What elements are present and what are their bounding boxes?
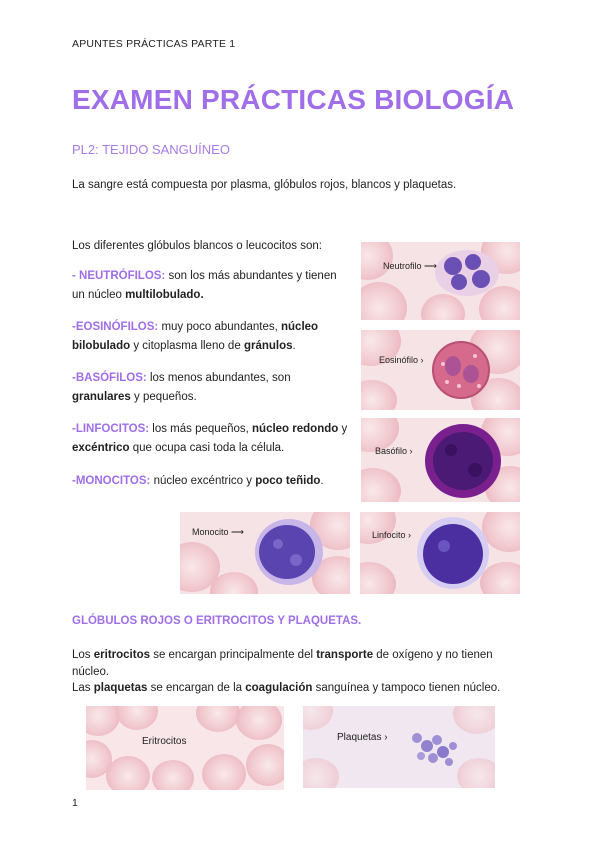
arrow-right-icon: › [420, 355, 424, 365]
neutrofilos-term: - NEUTRÓFILOS: [72, 270, 166, 282]
eosinofilos-bold-2: gránulos [243, 340, 293, 352]
linfocitos-text-1: los más pequeños, [149, 423, 253, 435]
linfocito-label [372, 530, 411, 540]
basofilos-text-2: y pequeños. [130, 391, 197, 403]
linfocitos-paragraph [72, 420, 372, 458]
monocitos-term: -MONOCITOS: [72, 475, 151, 487]
eritrocitos-micrograph [86, 706, 284, 790]
neutrofilos-paragraph [72, 267, 352, 305]
plaquetas-paragraph [72, 680, 532, 697]
monocitos-paragraph [72, 472, 362, 491]
basofilos-paragraph [72, 369, 322, 407]
section-heading-eritrocitos: GLÓBULOS ROJOS O ERITROCITOS Y PLAQUETAS. [72, 615, 362, 627]
monocitos-text-2: . [320, 475, 324, 487]
neutrofilos-text: son los más abundantes y tienen un núcleo [72, 270, 337, 301]
arrow-right-icon: ⟶ [424, 261, 437, 271]
plaq-bold-1: plaquetas [93, 682, 148, 694]
linfocitos-bold-1: núcleo redondo [252, 423, 339, 435]
section-subtitle: PL2: TEJIDO SANGUÍNEO [72, 142, 230, 157]
linfocitos-term: -LINFOCITOS: [72, 423, 150, 435]
neutrofilo-label-text: Neutrofilo [383, 261, 422, 271]
plaquetas-micrograph [303, 706, 495, 788]
neutrofilo-micrograph [361, 242, 520, 320]
linfocito-cell-image [414, 514, 492, 592]
basofilos-term: -BASÓFILOS: [72, 372, 147, 384]
eritro-text-2: se encargan principalmente del [150, 649, 317, 661]
monocitos-bold: poco teñido [255, 475, 321, 487]
monocitos-text-1: núcleo excéntrico y [150, 475, 256, 487]
eosinofilos-term: -EOSINÓFILOS: [72, 321, 159, 333]
plaq-text-3: sanguínea y tampoco tienen núcleo. [312, 682, 501, 694]
arrow-right-icon: › [408, 530, 412, 540]
leucocitos-intro: Los diferentes glóbulos blancos o leucocitos son: [72, 240, 322, 252]
eosinofilos-text-2: y citoplasma lleno de [130, 340, 244, 352]
plaquetas-label [337, 732, 388, 743]
arrow-right-icon: › [409, 446, 413, 456]
neutrofilos-bold: multilobulado. [125, 289, 204, 301]
neutrofilo-cell-image [431, 246, 503, 300]
linfocitos-text-2: y [338, 423, 348, 435]
eosinofilo-micrograph [361, 330, 520, 410]
eosinofilos-text-3: . [292, 340, 296, 352]
eosinofilo-cell-image [429, 338, 493, 402]
running-header: APUNTES PRÁCTICAS PARTE 1 [72, 38, 236, 50]
eosinofilo-label-text: Eosinófilo [379, 355, 419, 365]
eritrocitos-paragraph [72, 647, 522, 681]
monocito-label-text: Monocito [192, 527, 229, 537]
plaq-text-2: se encargan de la [147, 682, 246, 694]
monocito-label [192, 527, 244, 538]
linfocitos-text-3: que ocupa casi toda la célula. [129, 442, 285, 454]
basofilo-label [375, 446, 413, 456]
monocito-cell-image [252, 516, 326, 588]
basofilos-bold: granulares [72, 391, 131, 403]
linfocito-label-text: Linfocito [372, 530, 406, 540]
plaq-bold-2: coagulación [245, 682, 313, 694]
arrow-right-icon: ⟶ [231, 527, 244, 537]
basofilos-text-1: los menos abundantes, son [146, 372, 291, 384]
eosinofilos-paragraph [72, 318, 342, 356]
neutrofilo-label [383, 261, 437, 272]
eritro-text-3: de oxígeno y no tienen núcleo. [72, 649, 493, 678]
monocito-micrograph [180, 512, 350, 594]
page-title: EXAMEN PRÁCTICAS BIOLOGÍA [72, 84, 515, 115]
linfocitos-bold-2: excéntrico [72, 442, 130, 454]
basofilo-cell-image [421, 420, 505, 502]
eritro-text-1: Los [72, 649, 94, 661]
eritro-bold-2: transporte [316, 649, 374, 661]
basofilo-label-text: Basófilo [375, 446, 408, 456]
plaquetas-cluster-image [403, 720, 473, 776]
linfocito-micrograph [360, 512, 520, 594]
eritrocitos-label: Eritrocitos [142, 736, 187, 747]
plaquetas-label-text: Plaquetas [337, 732, 382, 743]
intro-paragraph: La sangre está compuesta por plasma, glóbulos rojos, blancos y plaquetas. [72, 179, 457, 191]
page-number: 1 [72, 797, 78, 809]
eosinofilos-bold-1: núcleo bilobulado [72, 321, 319, 352]
arrow-right-icon: › [384, 732, 388, 743]
eosinofilos-text-1: muy poco abundantes, [158, 321, 281, 333]
eosinofilo-label [379, 355, 424, 365]
eritro-bold-1: eritrocitos [93, 649, 150, 661]
basofilo-micrograph [361, 418, 520, 502]
plaq-text-1: Las [72, 682, 94, 694]
